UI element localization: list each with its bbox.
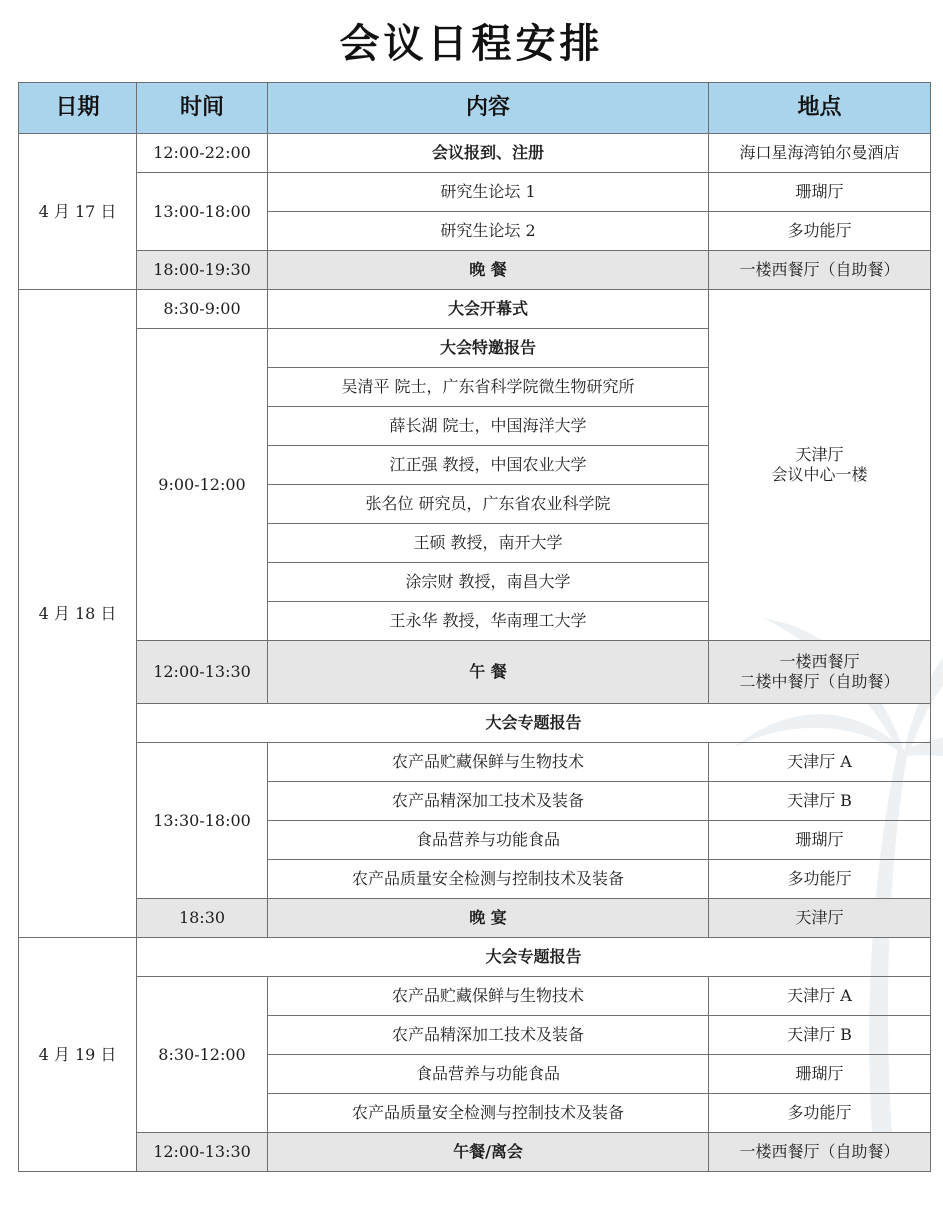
venue-cell: 一楼西餐厅（自助餐） bbox=[709, 1133, 931, 1172]
venue-line: 一楼西餐厅 bbox=[779, 652, 860, 671]
venue-line: 会议中心一楼 bbox=[771, 465, 868, 484]
content-cell: 研究生论坛 2 bbox=[268, 212, 709, 251]
header-venue: 地点 bbox=[709, 83, 931, 134]
content-cell: 食品营养与功能食品 bbox=[268, 821, 709, 860]
content-cell: 农产品贮藏保鲜与生物技术 bbox=[268, 743, 709, 782]
content-cell: 农产品质量安全检测与控制技术及装备 bbox=[268, 1094, 709, 1133]
time-cell: 13:30-18:00 bbox=[137, 743, 268, 899]
date-cell: 4 月 17 日 bbox=[19, 134, 137, 290]
time-cell: 12:00-13:30 bbox=[137, 1133, 268, 1172]
time-cell: 9:00-12:00 bbox=[137, 329, 268, 641]
header-time: 时间 bbox=[137, 83, 268, 134]
speaker-cell: 吴清平 院士，广东省科学院微生物研究所 bbox=[268, 368, 709, 407]
time-cell: 12:00-22:00 bbox=[137, 134, 268, 173]
venue-cell: 珊瑚厅 bbox=[709, 821, 931, 860]
venue-cell: 珊瑚厅 bbox=[709, 1055, 931, 1094]
table-row bbox=[19, 251, 931, 290]
venue-cell: 天津厅 A bbox=[709, 743, 931, 782]
venue-cell: 多功能厅 bbox=[709, 1094, 931, 1133]
header-row bbox=[19, 83, 931, 134]
venue-cell: 多功能厅 bbox=[709, 860, 931, 899]
table-row bbox=[19, 641, 931, 704]
content-cell: 农产品精深加工技术及装备 bbox=[268, 1016, 709, 1055]
header-content: 内容 bbox=[268, 83, 709, 134]
table-row bbox=[19, 134, 931, 173]
content-cell: 食品营养与功能食品 bbox=[268, 1055, 709, 1094]
venue-cell: 多功能厅 bbox=[709, 212, 931, 251]
venue-cell: 珊瑚厅 bbox=[709, 173, 931, 212]
time-cell: 18:00-19:30 bbox=[137, 251, 268, 290]
date-cell: 4 月 19 日 bbox=[19, 938, 137, 1172]
time-cell: 8:30-12:00 bbox=[137, 977, 268, 1133]
venue-line: 二楼中餐厅（自助餐） bbox=[739, 672, 900, 691]
venue-cell: 一楼西餐厅（自助餐） bbox=[709, 251, 931, 290]
time-cell: 18:30 bbox=[137, 899, 268, 938]
table-row bbox=[19, 290, 931, 329]
content-cell: 研究生论坛 1 bbox=[268, 173, 709, 212]
venue-cell: 天津厅 B bbox=[709, 1016, 931, 1055]
content-cell: 大会开幕式 bbox=[268, 290, 709, 329]
speaker-cell: 涂宗财 教授，南昌大学 bbox=[268, 563, 709, 602]
time-cell: 8:30-9:00 bbox=[137, 290, 268, 329]
speaker-cell: 王永华 教授，华南理工大学 bbox=[268, 602, 709, 641]
content-cell: 午餐/离会 bbox=[268, 1133, 709, 1172]
content-cell: 晚 宴 bbox=[268, 899, 709, 938]
section-heading: 大会专题报告 bbox=[137, 938, 931, 977]
venue-cell bbox=[709, 290, 931, 641]
table-row bbox=[19, 173, 931, 212]
speaker-cell: 薛长湖 院士，中国海洋大学 bbox=[268, 407, 709, 446]
venue-cell: 天津厅 bbox=[709, 899, 931, 938]
date-cell: 4 月 18 日 bbox=[19, 290, 137, 938]
content-cell: 大会特邀报告 bbox=[268, 329, 709, 368]
content-cell: 农产品贮藏保鲜与生物技术 bbox=[268, 977, 709, 1016]
time-cell: 13:00-18:00 bbox=[137, 173, 268, 251]
content-cell: 农产品精深加工技术及装备 bbox=[268, 782, 709, 821]
table-row bbox=[19, 899, 931, 938]
table-row bbox=[19, 743, 931, 782]
table-row bbox=[19, 938, 931, 977]
content-cell: 晚 餐 bbox=[268, 251, 709, 290]
content-cell: 农产品质量安全检测与控制技术及装备 bbox=[268, 860, 709, 899]
schedule-table bbox=[18, 82, 931, 1172]
venue-cell: 海口星海湾铂尔曼酒店 bbox=[709, 134, 931, 173]
table-row bbox=[19, 977, 931, 1016]
page-title: 会议日程安排 bbox=[339, 20, 604, 67]
venue-cell: 天津厅 B bbox=[709, 782, 931, 821]
header-date: 日期 bbox=[19, 83, 137, 134]
table-row bbox=[19, 1133, 931, 1172]
content-cell: 午 餐 bbox=[268, 641, 709, 704]
speaker-cell: 王硕 教授，南开大学 bbox=[268, 524, 709, 563]
content-cell: 会议报到、注册 bbox=[268, 134, 709, 173]
speaker-cell: 张名位 研究员，广东省农业科学院 bbox=[268, 485, 709, 524]
table-row bbox=[19, 704, 931, 743]
venue-cell: 天津厅 A bbox=[709, 977, 931, 1016]
time-cell: 12:00-13:30 bbox=[137, 641, 268, 704]
venue-cell bbox=[709, 641, 931, 704]
section-heading: 大会专题报告 bbox=[137, 704, 931, 743]
venue-line: 天津厅 bbox=[795, 445, 844, 464]
speaker-cell: 江正强 教授，中国农业大学 bbox=[268, 446, 709, 485]
